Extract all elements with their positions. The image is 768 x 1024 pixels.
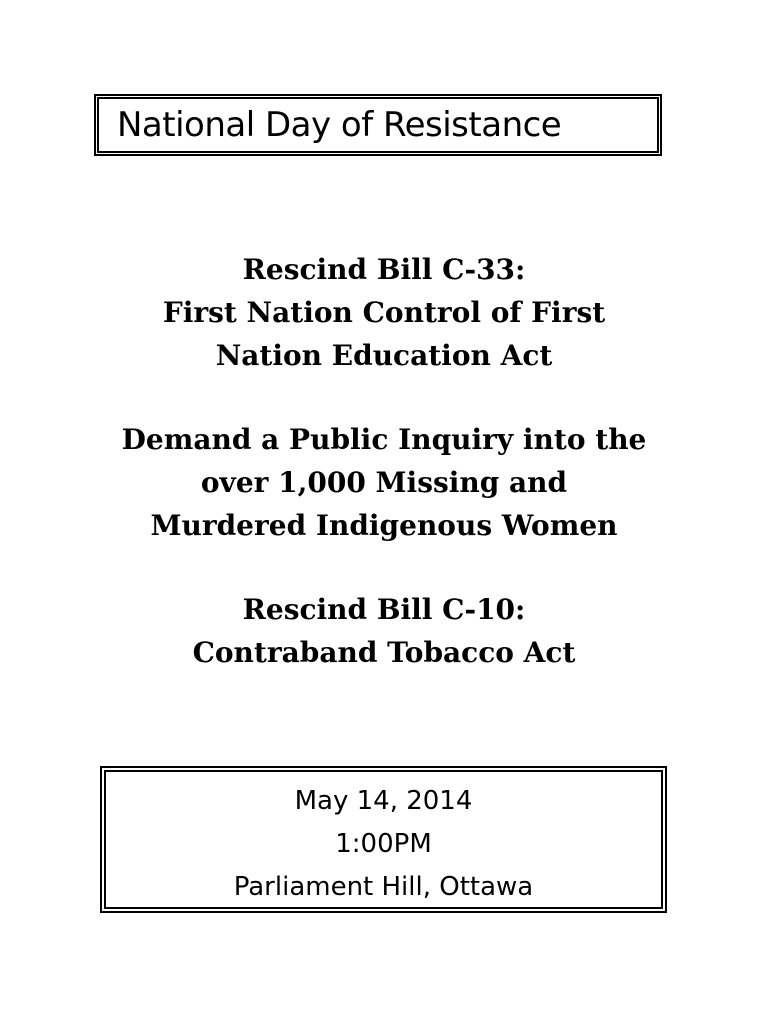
demand-line: Demand a Public Inquiry into the xyxy=(121,423,647,456)
demand-line: over 1,000 Missing and xyxy=(200,466,568,499)
event-details-frame xyxy=(100,766,667,913)
event-location: Parliament Hill, Ottawa xyxy=(233,872,534,902)
demand-rescind-c33 xyxy=(60,248,708,377)
demand-line: Murdered Indigenous Women xyxy=(150,509,618,542)
demand-public-inquiry xyxy=(60,418,708,547)
demand-line: Contraband Tobacco Act xyxy=(192,636,576,669)
demand-line: Nation Education Act xyxy=(215,339,553,372)
demand-line: First Nation Control of First xyxy=(162,296,606,329)
demand-line: Rescind Bill C-10: xyxy=(242,593,526,626)
event-time: 1:00PM xyxy=(335,829,432,859)
demands-section xyxy=(60,248,708,715)
title-frame xyxy=(94,94,662,156)
event-date: May 14, 2014 xyxy=(294,786,473,816)
page-title: National Day of Resistance xyxy=(117,105,562,145)
demand-line: Rescind Bill C-33: xyxy=(242,253,526,286)
demand-rescind-c10 xyxy=(60,588,708,674)
